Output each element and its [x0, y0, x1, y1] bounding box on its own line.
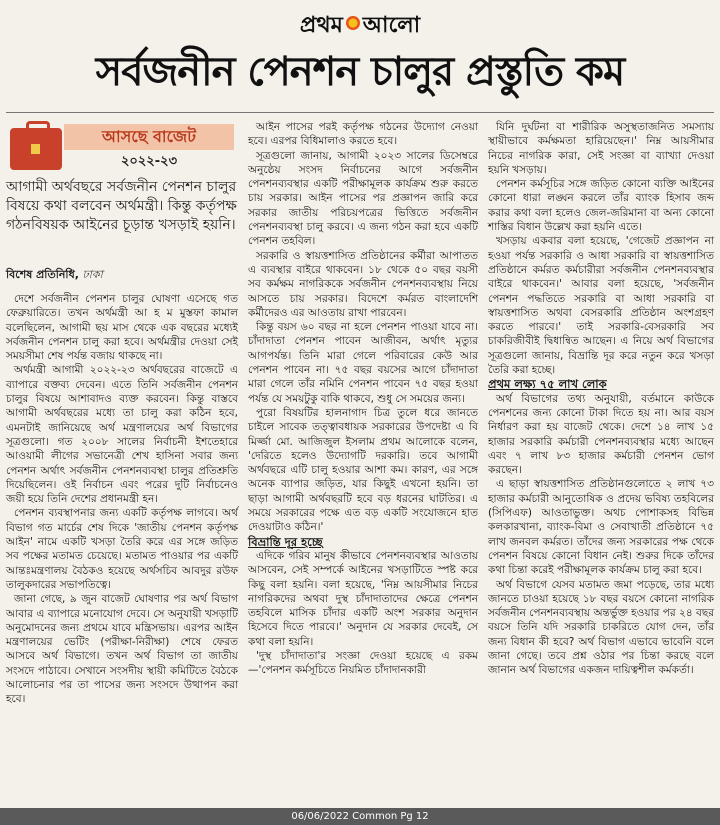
column-2 — [248, 120, 478, 678]
headline-rule — [6, 112, 714, 113]
logo-right: আলো — [362, 12, 421, 38]
byline — [6, 266, 103, 285]
col2-paragraph: এদিকে গরিব মানুষ কীভাবে পেনশনব্যবস্থার আওতায় আসবেন, সেই সম্পর্কে আইনের খসড়াটিতে স্পষ্ট করে কিছু বলা হয়নি। বলা হয়েছে, 'নিম্ন আয়সীমার নিচের নাগরিকদের অথবা দুস্থ চাঁদাদাতাদের ক্ষেত্রে পেনশন তহবিলে মাসিক চাঁদার একটি অংশ সরকার অনুদান হিসেবে দিতে পারবে।' অনুদান যে সরকার দেবেই, সে কথা বলা হয়নি। — [248, 549, 478, 648]
col1-paragraph: জানা গেছে, ৯ জুন বাজেট ঘোষণার পর অর্থ বিভাগ আবার এ ব্যাপারে মনোযোগ দেবে। সে অনুযায়ী খসড়াটি অনুমোদনের জন্য প্রথমে যাবে মন্ত্রিসভায়। এরপর আইন মন্ত্রণালয়ের ভেটিং (পরীক্ষা-নিরীক্ষা) শেষে ফেরত আসবে অর্থ বিভাগে। তখন অর্থ বিভাগ তা জাতীয় সংসদে পাঠাবে। সেখানে সংসদীয় স্থায়ী কমিটিতে বৈঠকে আলোচনার পর তা পাসের জন্য সংসদে উত্থাপন করা হবে। — [6, 593, 238, 706]
col2-paragraph: আইন পাসের পরই কর্তৃপক্ষ গঠনের উদ্যোগ নেওয়া হবে। এরপর বিধিমালাও করতে হবে। — [248, 121, 478, 148]
col2-paragraph: 'দুস্থ চাঁদাদাতা'র সংজ্ঞা দেওয়া হয়েছে এ রকম—'পেনশন কর্মসূচিতে নিয়মিত চাঁদাদানকারী — [248, 649, 478, 677]
col1-paragraph: পেনশন ব্যবস্থাপনার জন্য একটি কর্তৃপক্ষ লাগবে। অর্থ বিভাগ গত মার্চের শেষ দিকে 'জাতীয় পেনশন কর্তৃপক্ষ আইন' নামে একটি খসড়া তৈরি করে এর সঙ্গে জড়িত সব পক্ষের মতামত চেয়েছে। মতামত পাওয়ার পর একটি আন্তঃমন্ত্রণালয় বৈঠকও হয়েছে অর্থসচিব আবদুর রউফ তালুকদারের সভাপতিত্বে। — [6, 507, 238, 591]
col3-paragraph: পেনশন কর্মসূচির সঙ্গে জড়িত কোনো ব্যক্তি আইনের কোনো ধারা লঙ্ঘন করলে তাঁর ব্যাংক হিসাব জব্দ করার কথা বলা হলেও জেল-জরিমানা বা অন্য কোনো শাস্তির বিধান উল্লেখ করা হয়নি এতে। — [488, 178, 714, 234]
col3-paragraph: অর্থ বিভাগের তথ্য অনুযায়ী, বর্তমানে কাউকে পেনশনের জন্য কোনো টাকা দিতে হয় না। আর বয়স নির্ধারণ করা হয় বাজেট থেকে। দেশে ১৪ লাখ ১৫ হাজার সরকারি কর্মচারী পেনশনব্যবস্থার মধ্যে আছেন এবং ৭ লাখ ৮৩ হাজার কর্মচারী পেনশন ভোগ করছেন। — [488, 392, 714, 477]
byline-name: বিশেষ প্রতিনিধি, — [6, 268, 79, 281]
column-3 — [488, 120, 714, 678]
intro-text: আগামী অর্থবছরে সর্বজনীন পেনশন চালুর বিষয়ে কথা বলবেন অর্থমন্ত্রী। কিন্তু কর্তৃপক্ষ গঠনবিষয়ক আইনের চূড়ান্ত খসড়াই হয়নি। — [6, 179, 237, 233]
col3-paragraph: অর্থ বিভাগে যেসব মতামত জমা পড়েছে, তার মধ্যে জানতে চাওয়া হয়েছে ১৮ বছর বয়সে কোনো নাগরিক সর্বজনীন পেনশনব্যবস্থায় অন্তর্ভুক্ত হওয়ার পর ২৪ বছর বয়সে তিনি যদি সরকারি চাকরিতে যোগ দেন, তাঁর জন্য বিধান কী হবে? অর্থ বিভাগ এভাবে ভাবেনি বলে জানা গেছে। তবে প্রশ্ন ওঠার পর চিন্তা করছে বলে জানান অর্থ বিভাগের একজন দায়িত্বশীল কর্মকর্তা। — [488, 578, 714, 677]
budget-banner: আসছে বাজেট — [64, 124, 234, 150]
newspaper-logo — [300, 8, 420, 45]
col3-subhead: প্রথম লক্ষ্য ৭৫ লাখ লোক — [488, 377, 607, 392]
col3-paragraph: যিনি দুর্ঘটনা বা শারীরিক অসুস্থতাজনিত সমস্যায় স্থায়ীভাবে কর্মক্ষমতা হারিয়েছেন।' নিম্ন আয়সীমার নিচের নাগরিক কারা, সেই সংজ্ঞা বা ব্যাখ্যা দেওয়া হয়নি খসড়ায়। — [488, 121, 714, 176]
logo-left: প্রথম — [299, 12, 343, 38]
col2-paragraph: পুরো বিষয়টির হালনাগাদ চিত্র তুলে ধরে জানতে চাইলে সাবেক তত্ত্বাবধায়ক সরকারের উপদেষ্টা এ বি মির্জ্জা মো. আজিজুল ইসলাম প্রথম আলোকে বলেন, 'দেরিতে হলেও উদ্যোগটি দরকারি। তবে আগামী অর্থবছরে এটি চালু হওয়ার আশা কম। কারণ, এর সঙ্গে অনেক ব্যাপার জড়িত, যার কিছুই এখনো হয়নি। তা ছাড়া আগামী অর্থবছরটি হবে বড় ধরনের ঘাটতির। এ সময়ে সরকারের পক্ষে এত বড় একটি সংযোজনে হাত দেওয়াটাও কঠিন।' — [248, 406, 478, 534]
briefcase-icon — [10, 128, 62, 170]
col2-paragraph: সরকারি ও স্বায়ত্তশাসিত প্রতিষ্ঠানের কর্মীরা আপাতত এ ব্যবস্থার বাইরে থাকবেন। ১৮ থেকে ৫০ বছর বয়সী সব কর্মক্ষম নাগরিককে সর্বজনীন পেনশনব্যবস্থায় নিয়ে আসতে চায় সরকার। বিদেশে কর্মরত বাংলাদেশি কর্মীদেরও এর আওতায় রাখা পারবেন। — [248, 249, 478, 319]
col2-paragraph: সূত্রগুলো জানায়, আগামী ২০২৩ সালের ডিসেম্বরে অনুষ্ঠেয় সংসদ নির্বাচনের আগে সর্বজনীন পেনশনব্যবস্থার একটি পরীক্ষামূলক কার্যক্রম শুরু করতে চায় সরকার। আইন পাসের পর প্রজ্ঞাপন জারি করে সরকার জাতীয় পরিচয়পত্রের ভিত্তিতে সর্বজনীন পেনশনব্যবস্থা চালু করবে। এ জন্য গঠন করা হবে একটি পেনশন তহবিল। — [248, 149, 478, 248]
col2-paragraph: কিন্তু বয়স ৬০ বছর না হলে পেনশন পাওয়া যাবে না। চাঁদাদাতা পেনশন পাবেন আজীবন, অর্থাৎ মৃত্যুর আগপর্যন্ত। তিনি মারা গেলে পরিবারের কেউ আর পেনশন পাবেন না। ৭৫ বছর বয়সের আগে চাঁদাদাতা মারা গেলে তাঁর নমিনি পেনশন পাবেন ৭৫ বছর হওয়া পর্যন্ত যে সময়টুকু বাকি থাকবে, শুধু সে সময়ের জন্য। — [248, 321, 478, 405]
headline: সর্বজনীন পেনশন চালুর প্রস্তুতি কম — [95, 48, 625, 95]
column-1 — [6, 292, 238, 707]
masthead — [0, 8, 720, 45]
budget-sidebox — [6, 120, 238, 180]
col1-paragraph: অর্থমন্ত্রী আগামী ২০২২-২৩ অর্থবছরের বাজেটে এ ব্যাপারে বক্তব্য দেবেন। এতে তিনি সর্বজনীন পেনশন চালুর বিষয়ে আশাবাদও ব্যক্ত করবেন। কিন্তু বাস্তবে আগামী অর্থবছরের মধ্যে তা চালু করা কঠিন হবে, এমনটাই জানিয়েছে অর্থ মন্ত্রণালয়ের অর্থ বিভাগের সূত্রগুলো। গত ২০০৮ সালের নির্বাচনী ইশতেহারে আওয়ামী লীগের সভানেত্রী শেখ হাসিনা সবার জন্য পেনশন অর্থাৎ সর্বজনীন পেনশনব্যবস্থা চালুর প্রতিশ্রুতি দিয়েছিলেন। ওই নির্বাচন এবং পরের দুটি নির্বাচনেও জয়ী হয়ে তিনি দেশের প্রধানমন্ত্রী হন। — [6, 364, 238, 506]
col3-paragraph: খসড়ায় একবার বলা হয়েছে, 'গেজেট প্রজ্ঞাপন না হওয়া পর্যন্ত সরকারি ও আধা সরকারি বা স্বায়ত্তশাসিত প্রতিষ্ঠানে কর্মরত কর্মচারীরা সর্বজনীন পেনশনব্যবস্থার বাইরে থাকবেন।' আবার বলা হয়েছে, 'সর্বজনীন পেনশন পদ্ধতিতে সরকারি বা আধা সরকারি বা স্বায়ত্তশাসিত অথবা বেসরকারি প্রতিষ্ঠান অংশগ্রহণ করতে পারবে।' তাই সরকারি-বেসরকারি সব চাকরিজীবীই দ্বিধান্বিত আছেন। এ নিয়ে অর্থ বিভাগের সূত্রগুলো জানায়, বিভ্রান্তি দূর করে নতুন করে খসড়া তৈরি করা হচ্ছে। — [488, 235, 714, 377]
col3-paragraph: এ ছাড়া স্বায়ত্তশাসিত প্রতিষ্ঠানগুলোতে ২ লাখ ৭৩ হাজার কর্মচারী আনুতোষিক ও প্রদেয় ভবিষ্য তহবিলের (সিপিএফ) আওতাভুক্ত। অথচ পোশাকসহ বিভিন্ন কলকারখানা, ব্যাংক-বিমা ও সেবাখাতী প্রতিষ্ঠানে ৭৫ লাখ জনবল কর্মরত। তাঁদের জন্য সরকারের পক্ষ থেকে পেনশন বিষয়ে কোনো বিধান নেই। শুরুর দিকে তাঁদের কথা চিন্তা করেই পরীক্ষামূলক কার্যক্রম চালু করা হবে। — [488, 478, 714, 577]
col1-paragraph: দেশে সর্বজনীন পেনশন চালুর ঘোষণা এসেছে গত ফেব্রুয়ারিতে। তখন অর্থমন্ত্রী আ হ ম মুস্তফা কামাল বলেছিলেন, আগামী ছয় মাস থেকে এক বছরের মধ্যেই সর্বজনীন পেনশন চালু করা হবে। অর্থমন্ত্রীর দেওয়া সেই সময়সীমা শেষ পর্যন্ত বজায় থাকছে না। — [6, 293, 238, 363]
col2-subhead: বিভ্রান্তি দূর হচ্ছে — [248, 534, 323, 549]
sun-icon — [346, 16, 360, 30]
byline-place: ঢাকা — [82, 268, 103, 281]
budget-year: ২০২২-২৩ — [120, 154, 178, 169]
page-footer: 06/06/2022 Common Pg 12 — [0, 808, 720, 825]
